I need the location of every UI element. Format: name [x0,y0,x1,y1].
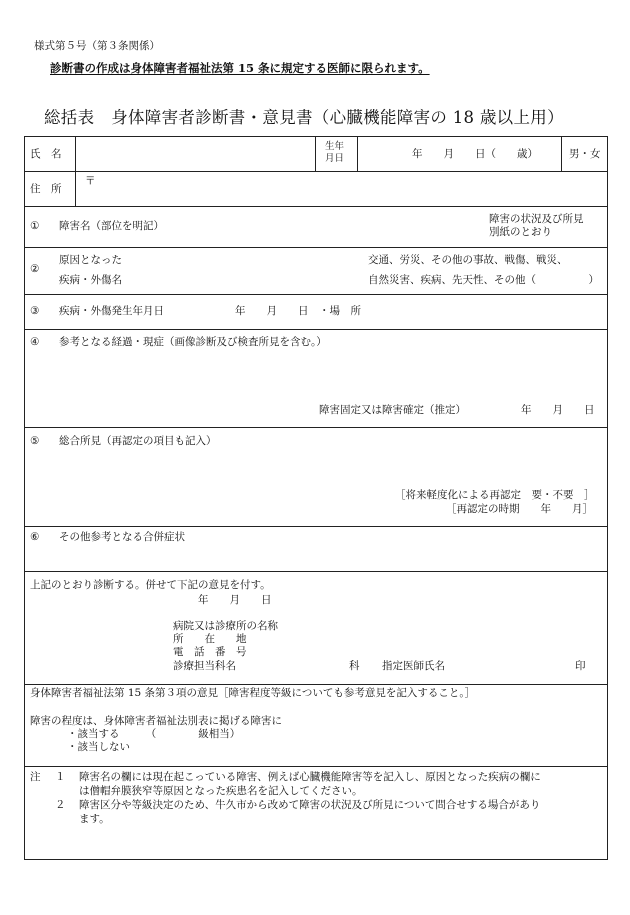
cause-label: 疾病・外傷名 [59,274,122,286]
recertification-time[interactable]: ［再認定の時期 年 月］ [446,503,593,515]
name-label: 氏 名 [30,148,62,160]
overall-findings-label: 総合所見（再認定の項目も記入） [59,435,217,447]
department-suffix: 科 [349,660,360,672]
history-label: 参考となる経過・現症（画像診断及び検査所見を含む。） [59,336,327,348]
doctor-notice: 診断書の作成は身体障害者福祉法第 15 条に規定する医師に限られます。 [50,61,430,75]
opinion-degree: 障害の程度は、身体障害者福祉法別表に掲げる障害に [30,715,282,727]
note-number: １ [55,771,66,783]
phone-label: 電 話 番 号 [173,646,247,658]
col-divider [561,137,562,171]
note-text: は僧帽弁膜狭窄等原因となった疾患名を記入してください。 [79,785,363,797]
col-divider [315,137,316,171]
row-divider [25,571,607,572]
row-divider [25,206,607,207]
birth-date-field[interactable]: 年 月 日（ 歳） [412,148,538,160]
cause-options[interactable]: 交通、労災、その他の事故、戦傷、戦災、 [368,254,568,266]
onset-date-field[interactable]: 年 月 日 ・場 所 [235,305,361,317]
row-divider [25,294,607,295]
row-divider [25,171,607,172]
birth-label: 生年 [325,141,345,152]
item4-number: ④ [30,336,40,348]
doctor-name-label: 指定医師氏名 [382,660,445,672]
not-applicable-option[interactable]: ・該当しない [67,741,130,753]
birth-label: 月日 [325,153,345,164]
hospital-address-label: 所 在 地 [173,633,247,645]
note-text: ます。 [79,813,110,825]
postal-mark[interactable]: 〒 [85,175,96,187]
col-divider [357,137,358,171]
item1-note: 別紙のとおり [489,226,552,238]
item5-number: ⑤ [30,435,40,447]
row-divider [25,247,607,248]
diagnosis-statement: 上記のとおり診断する。併せて下記の意見を付す。 [30,579,271,591]
notes-label: 注 [30,771,41,783]
form-number: 様式第５号（第３条関係） [34,40,160,52]
cause-label: 原因となった [59,254,122,266]
sex-selector[interactable]: 男・女 [569,148,601,160]
row-divider [25,684,607,685]
row-divider [25,766,607,767]
name-field[interactable] [77,138,314,170]
diagnosis-form [24,136,608,860]
item2-number: ② [30,263,40,275]
item1-note: 障害の状況及び所見 [489,213,584,225]
row-divider [25,329,607,330]
fixed-date-label: 障害固定又は障害確定（推定） [319,404,466,416]
complications-label: その他参考となる合併症状 [59,531,185,543]
hospital-name-label: 病院又は診療所の名称 [173,620,278,632]
disability-name-label: 障害名（部位を明記） [59,220,164,232]
item6-number: ⑥ [30,531,40,543]
item3-number: ③ [30,305,40,317]
department-label: 診療担当科名 [173,660,236,672]
fixed-date-field[interactable]: 年 月 日 [521,404,595,416]
page-title: 総括表 身体障害者診断書・意見書（心臓機能障害の 18 歳以上用） [44,108,564,127]
applicable-option[interactable]: ・該当する （ 級相当） [67,728,241,740]
onset-date-label: 疾病・外傷発生年月日 [59,305,164,317]
note-text: 障害区分や等級決定のため、牛久市から改めて障害の状況及び所見について問合せする場合があり [79,799,541,811]
recertification-need[interactable]: ［将来軽度化による再認定 要・不要 ］ [395,489,595,501]
note-number: ２ [55,799,66,811]
cause-options[interactable]: 自然災害、疾病、先天性、その他（ ） [368,274,599,286]
item1-number: ① [30,220,40,232]
row-divider [25,427,607,428]
opinion-heading: 身体障害者福祉法第 15 条第３項の意見［障害程度等級についても参考意見を記入すること。］ [30,687,476,699]
col-divider [75,137,76,206]
seal-mark: 印 [575,660,586,672]
address-label: 住 所 [30,183,62,195]
note-text: 障害名の欄には現在起こっている障害、例えば心臓機能障害等を記入し、原因となった疾病の欄に [79,771,541,783]
diagnosis-date[interactable]: 年 月 日 [198,594,272,606]
row-divider [25,526,607,527]
